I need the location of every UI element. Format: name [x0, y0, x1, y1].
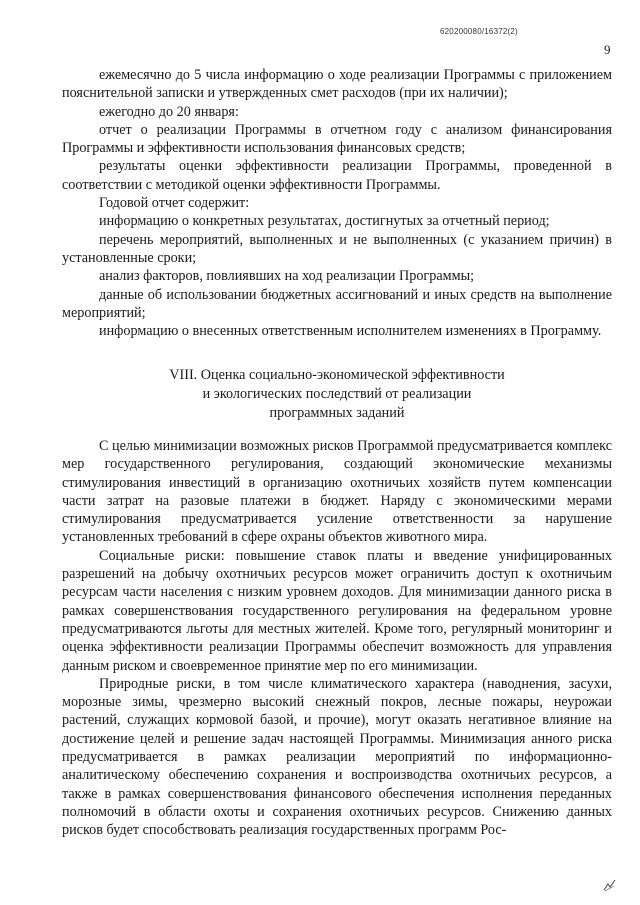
heading-line: VIII. Оценка социально-экономической эффективности — [169, 367, 505, 383]
heading-line: программных заданий — [269, 405, 405, 421]
paragraph: данные об использовании бюджетных ассигнований и иных средств на выполнение мероприятий; — [62, 286, 612, 321]
paragraph: ежегодно до 20 января: — [99, 103, 239, 120]
reporting-section — [62, 66, 612, 340]
paragraph: Природные риски, в том числе климатического характера (наводнения, засухи, морозные зимы, чрезмерно высокий снежный покров, лесные пожары, неурожаи растений, служащих кормовой базой, и прочие), могут оказать негативное влияние на достижение целей и решение задач настоящей Программы. Минимизация анного риска предусматривается в рамках реализации мероприятий по информационно-аналитическому обеспечению сохранения и воспроизводства охотничьих ресурсов, а также в рамках совершенствования финансового обеспечения исполнения переданных полномочий в области охоты и сохранения охотничьих ресурсов. Снижению данных рисков будет способствовать реализация государственных программ Рос- — [62, 675, 612, 839]
paragraph: результаты оценки эффективности реализации Программы, проведенной в соответствии с методикой оценки эффективности Программы. — [62, 158, 612, 193]
paragraph: информацию о внесенных ответственным исполнителем изменениях в Программу. — [99, 323, 602, 340]
paragraph: анализ факторов, повлиявших на ход реализации Программы; — [99, 268, 475, 285]
risk-section — [62, 437, 612, 840]
section-heading — [62, 366, 612, 423]
paragraph: С целью минимизации возможных рисков Программой предусматривается комплекс мер государственного регулирования, создающий экономические механизмы стимулирования инвестиций в организацию охотничьих хозяйств путем компенсации части затрат на разовые платежи в бюджет. Наряду с экономическими мерами стимулирования предусматривается усиление ответственности за нарушение установленных требований в сфере охраны объектов животного мира. — [62, 438, 612, 546]
paragraph: ежемесячно до 5 числа информацию о ходе реализации Программы с приложением пояснительной записки и утвержденных смет расходов (при их наличии); — [62, 67, 612, 102]
page-number: 9 — [604, 42, 611, 57]
document-id: 620200080/16372(2) — [440, 27, 518, 36]
paragraph: информацию о конкретных результатах, достигнутых за отчетный период; — [99, 213, 550, 230]
pen-mark-icon — [602, 878, 618, 892]
paragraph: перечень мероприятий, выполненных и не выполненных (с указанием причин) в установленные сроки; — [62, 231, 612, 266]
paragraph: Социальные риски: повышение ставок платы и введение унифицированных разрешений на добычу охотничьих ресурсов может ограничить доступ к охотничьим ресурсам части населения с низким уровнем доходов. Для минимизации данного риска в рамках совершенствования государственного регулирования на федеральном уровне предусматриваются льготы для местных жителей. Кроме того, регулярный мониторинг и оценка эффективности реализации Программы обеспечит возможность для управления данным риском и своевременное принятие мер по его минимизации. — [62, 547, 612, 674]
paragraph: Годовой отчет содержит: — [99, 195, 250, 212]
paragraph: отчет о реализации Программы в отчетном году с анализом финансирования Программы и эффективности использования финансовых средств; — [62, 121, 612, 157]
heading-line: и экологических последствий от реализации — [202, 386, 472, 402]
